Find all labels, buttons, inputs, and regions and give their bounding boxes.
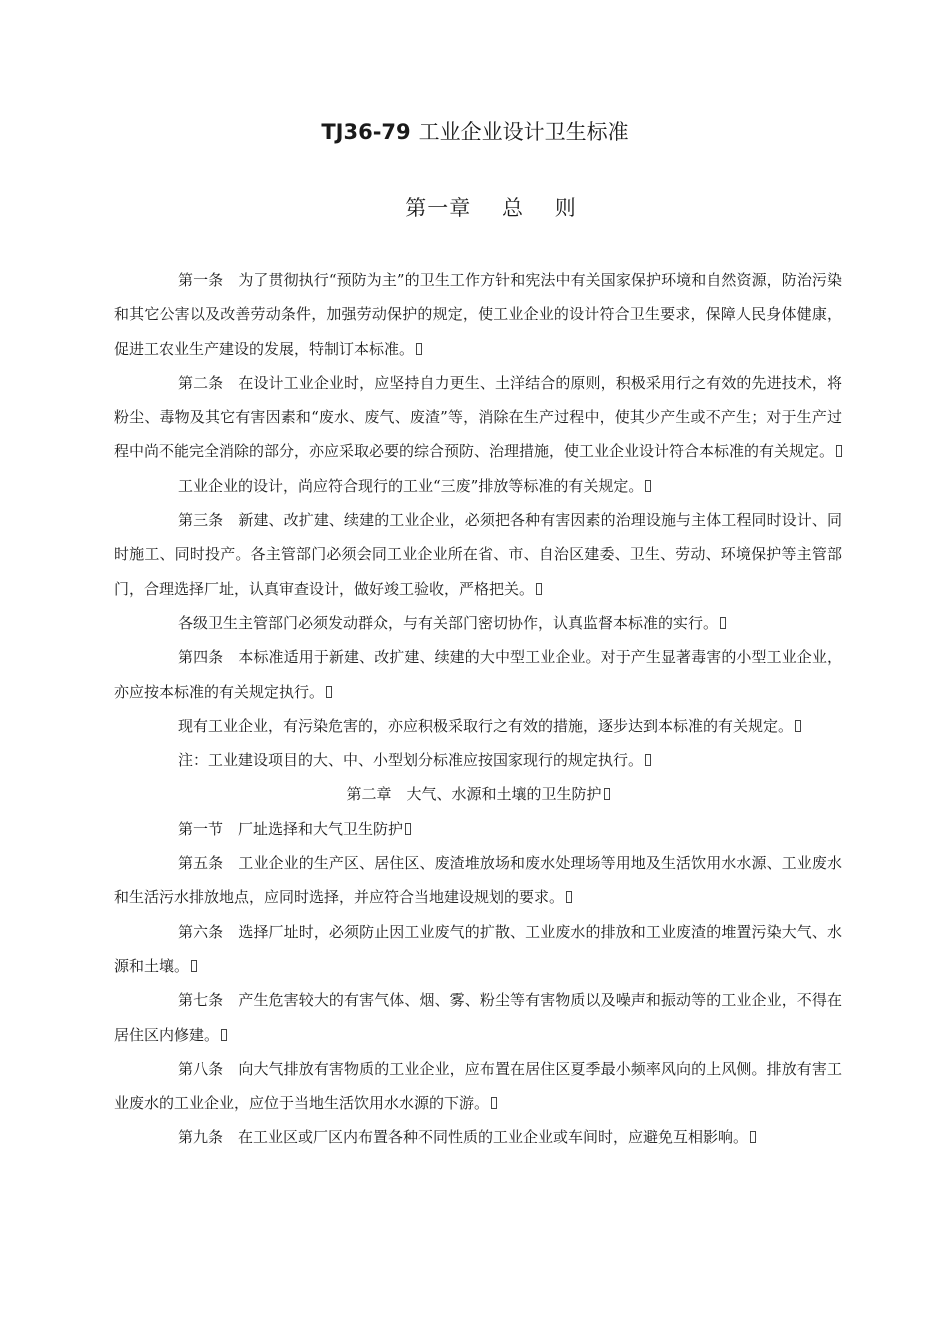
paragraph-mark-icon [536, 583, 542, 595]
article-4-text: 第四条 本标准适用于新建、改扩建、续建的大中型工业企业。对于产生显著毒害的小型工业企业，亦应按本标准的有关规定执行。 [114, 648, 842, 701]
article-3 [114, 503, 842, 606]
article-3-text: 第三条 新建、改扩建、续建的工业企业，必须把各种有害因素的治理设施与主体工程同时设计、同时施工、同时投产。各主管部门必须会同工业企业所在省、市、自治区建委、卫生、劳动、环境保护等主管部门，合理选择厂址，认真审查设计，做好竣工验收，严格把关。 [114, 511, 842, 598]
paragraph-mark-icon [795, 720, 801, 732]
article-2-text: 第二条 在设计工业企业时，应坚持自力更生、土洋结合的原则，积极采用行之有效的先进技术，将粉尘、毒物及其它有害因素和“废水、废气、废渣”等，消除在生产过程中，使其少产生或不产生；对于生产过程中尚不能完全消除的部分，亦应采取必要的综合预防、治理措施，使工业企业设计符合本标准的有关规定。 [114, 373, 842, 461]
standard-code: TJ36-79 [321, 120, 411, 144]
article-9-text: 第九条 在工业区或厂区内布置各种不同性质的工业企业或车间时，应避免互相影响。 [178, 1128, 749, 1147]
article-5 [114, 846, 842, 915]
document-title [0, 116, 950, 148]
paragraph-mark-icon [836, 445, 842, 457]
article-3-supplement [114, 606, 842, 640]
paragraph-mark-icon [645, 480, 651, 492]
article-3-supplement-text: 各级卫生主管部门必须发动群众，与有关部门密切协作，认真监督本标准的实行。 [178, 613, 719, 632]
article-4 [114, 640, 842, 709]
article-4-note-text: 注：工业建设项目的大、中、小型划分标准应按国家现行的规定执行。 [178, 751, 644, 770]
article-4-supplement-text: 现有工业企业，有污染危害的，亦应积极采取行之有效的措施，逐步达到本标准的有关规定。 [178, 716, 794, 735]
article-6 [114, 915, 842, 984]
standard-name: 工业企业设计卫生标准 [418, 120, 629, 144]
article-8-text: 第八条 向大气排放有害物质的工业企业，应布置在居住区夏季最小频率风向的上风侧。排放有害工业废水的工业企业，应位于当地生活饮用水水源的下游。 [114, 1059, 842, 1113]
article-9 [114, 1120, 842, 1154]
paragraph-mark-icon [405, 823, 411, 835]
chapter-1-title-text: 第一章 总 则 [405, 196, 577, 220]
article-2 [114, 366, 842, 469]
paragraph-mark-icon [750, 1131, 756, 1143]
article-6-text: 第六条 选择厂址时，必须防止因工业废气的扩散、工业废水的排放和工业废渣的堆置污染大气、水源和土壤。 [114, 922, 842, 975]
article-7-text: 第七条 产生危害较大的有害气体、烟、雾、粉尘等有害物质以及噪声和振动等的工业企业，不得在居住区内修建。 [114, 991, 842, 1044]
article-7 [114, 983, 842, 1052]
paragraph-mark-icon [326, 686, 332, 698]
article-1 [114, 263, 842, 366]
section-1-title [114, 812, 842, 846]
document-body [114, 263, 842, 1155]
paragraph-mark-icon [221, 1029, 227, 1041]
chapter-2-title [114, 777, 842, 811]
section-1-title-text: 第一节 厂址选择和大气卫生防护 [178, 819, 404, 838]
article-1-text: 第一条 为了贯彻执行“预防为主”的卫生工作方针和宪法中有关国家保护环境和自然资源，防治污染和其它公害以及改善劳动条件，加强劳动保护的规定，使工业企业的设计符合卫生要求，保障人民身体健康，促进工农业生产建设的发展，特制订本标准。 [114, 271, 842, 358]
chapter-2-title-text: 第二章 大气、水源和土壤的卫生防护 [346, 785, 602, 804]
paragraph-mark-icon [566, 891, 572, 903]
paragraph-mark-icon [191, 960, 197, 972]
article-8 [114, 1052, 842, 1121]
paragraph-mark-icon [720, 617, 726, 629]
article-5-text: 第五条 工业企业的生产区、居住区、废渣堆放场和废水处理场等用地及生活饮用水水源、工业废水和生活污水排放地点，应同时选择，并应符合当地建设规划的要求。 [114, 854, 842, 907]
article-2-supplement-text: 工业企业的设计，尚应符合现行的工业“三废”排放等标准的有关规定。 [178, 476, 644, 495]
article-2-supplement [114, 469, 842, 503]
paragraph-mark-icon [416, 343, 422, 355]
paragraph-mark-icon [491, 1097, 497, 1109]
article-4-note [114, 743, 842, 777]
paragraph-mark-icon [645, 754, 651, 766]
chapter-1-title [0, 192, 950, 224]
paragraph-mark-icon [604, 788, 610, 800]
article-4-supplement [114, 709, 842, 743]
